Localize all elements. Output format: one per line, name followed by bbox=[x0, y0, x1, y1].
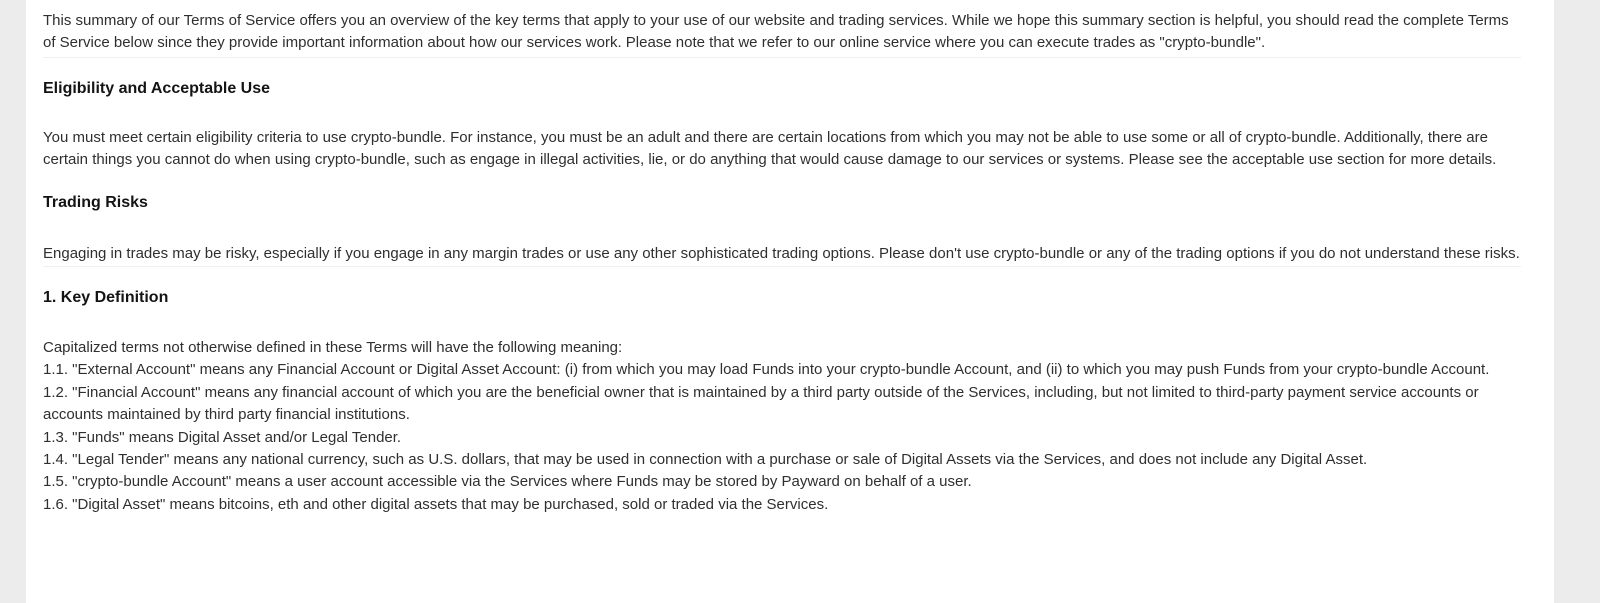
summary-intro: This summary of our Terms of Service offers you an overview of the key terms that apply to your use of our website and trading services. While we hope this summary section is helpful, you should read the complete Terms of Service below since they provide important information about how our services work. Please note that we refer to our online service where you can execute trades as "crypto-bundle". bbox=[43, 12, 1509, 52]
key-definition-lead: Capitalized terms not otherwise defined in these Terms will have the following meaning: bbox=[43, 339, 623, 357]
section-divider bbox=[43, 57, 1521, 58]
section-body-eligibility: You must meet certain eligibility criteria to use crypto-bundle. For instance, you must be an adult and there are certain locations from which you may not be able to use some or all of crypto-bundle. Additionally, there are certain things you cannot do when using crypto-bundle, such as engage in illegal activities, lie, or do anything that would cause damage to our services or systems. Please see the acceptable use section for more details. bbox=[43, 128, 1497, 169]
definition-item: 1.2. "Financial Account" means any financial account of which you are the beneficial owner that is maintained by a third party outside of the Services, including, but not limited to third-party payment service accounts or accounts maintained by third party financial institutions. bbox=[43, 383, 1479, 424]
terms-content bbox=[43, 10, 1521, 516]
definition-list bbox=[43, 359, 1521, 516]
section-heading-eligibility: Eligibility and Acceptable Use bbox=[43, 79, 271, 97]
definition-item: 1.3. "Funds" means Digital Asset and/or Legal Tender. bbox=[43, 428, 402, 446]
section-heading-trading-risks: Trading Risks bbox=[43, 193, 148, 211]
section-divider bbox=[43, 266, 1521, 267]
definition-item: 1.4. "Legal Tender" means any national currency, such as U.S. dollars, that may be used in connection with a purchase or sale of Digital Assets via the Services, and does not include any Digital Asset. bbox=[43, 451, 1368, 469]
section-body-trading-risks: Engaging in trades may be risky, especially if you engage in any margin trades or use any other sophisticated trading options. Please don't use crypto-bundle or any of the trading options if you do not understand these risks. bbox=[43, 244, 1520, 262]
definition-item: 1.5. "crypto-bundle Account" means a user account accessible via the Services where Funds may be stored by Payward on behalf of a user. bbox=[43, 473, 972, 491]
section-heading-key-definition: 1. Key Definition bbox=[43, 289, 169, 307]
definition-item: 1.6. "Digital Asset" means bitcoins, eth and other digital assets that may be purchased, sold or traded via the Services. bbox=[43, 495, 829, 513]
definition-item: 1.1. "External Account" means any Financial Account or Digital Asset Account: (i) from which you may load Funds into your crypto-bundle Account, and (ii) to which you may push Funds from your crypto-bundle Account. bbox=[43, 361, 1490, 379]
terms-page bbox=[26, 0, 1554, 603]
